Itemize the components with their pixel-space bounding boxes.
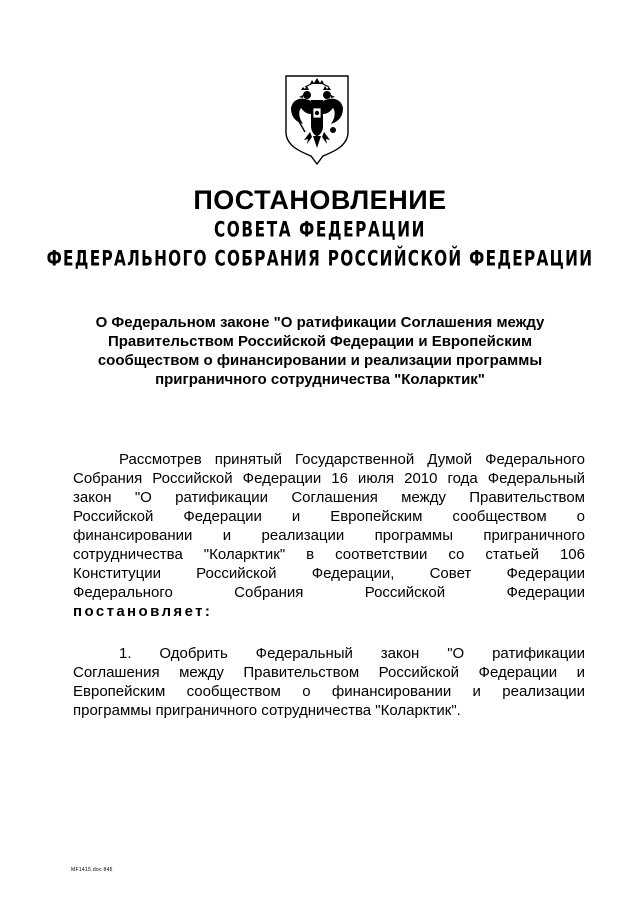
resolution-item-1 <box>73 644 585 720</box>
law-title-line: сообществом о финансировании и реализации программы <box>97 352 543 369</box>
paragraph-line: Федерального Собрания Российской Федерации <box>73 584 585 601</box>
paragraph-line: финансировании и реализации программы приграничного <box>73 527 585 544</box>
document-type-title: ПОСТАНОВЛЕНИЕ <box>193 185 447 215</box>
paragraph-line: Собрания Российской Федерации 16 июля 2010 года Федеральный <box>73 470 585 487</box>
issuer-line-2: ФЕДЕРАЛЬНОГО СОБРАНИЯ РОССИЙСКОЙ ФЕДЕРАЦИИ <box>46 246 594 272</box>
law-title-line: Правительством Российской Федерации и Европейским <box>107 333 533 350</box>
paragraph-line: Европейским сообществом о финансировании и реализации <box>73 683 585 700</box>
preamble-paragraph <box>73 450 585 621</box>
law-title-line: О Федеральном законе "О ратификации Соглашения между <box>95 314 545 331</box>
paragraph-line: сотрудничества "Коларктик" в соответствии со статьей 106 <box>73 546 585 563</box>
document-code: MF1415.doc 845 <box>71 867 113 873</box>
paragraph-line: 1. Одобрить Федеральный закон "О ратификации <box>119 645 585 662</box>
paragraph-line: Рассмотрев принятый Государственной Думой Федерального <box>119 451 585 468</box>
paragraph-line: Конституции Российской Федерации, Совет Федерации <box>73 565 585 582</box>
law-title-line: приграничного сотрудничества "Коларктик" <box>155 371 485 388</box>
paragraph-line: Соглашения между Правительством Российской Федерации и <box>73 664 585 681</box>
issuer-line-1: СОВЕТА ФЕДЕРАЦИИ <box>213 217 427 243</box>
decree-word: постановляет: <box>73 603 213 620</box>
russian-coat-of-arms-icon <box>283 74 351 166</box>
paragraph-line: закон "О ратификации Соглашения между Правительством <box>73 489 585 506</box>
paragraph-line: программы приграничного сотрудничества "Коларктик". <box>73 702 461 719</box>
law-title <box>60 313 580 389</box>
paragraph-line: Российской Федерации и Европейским сообществом о <box>73 508 585 525</box>
